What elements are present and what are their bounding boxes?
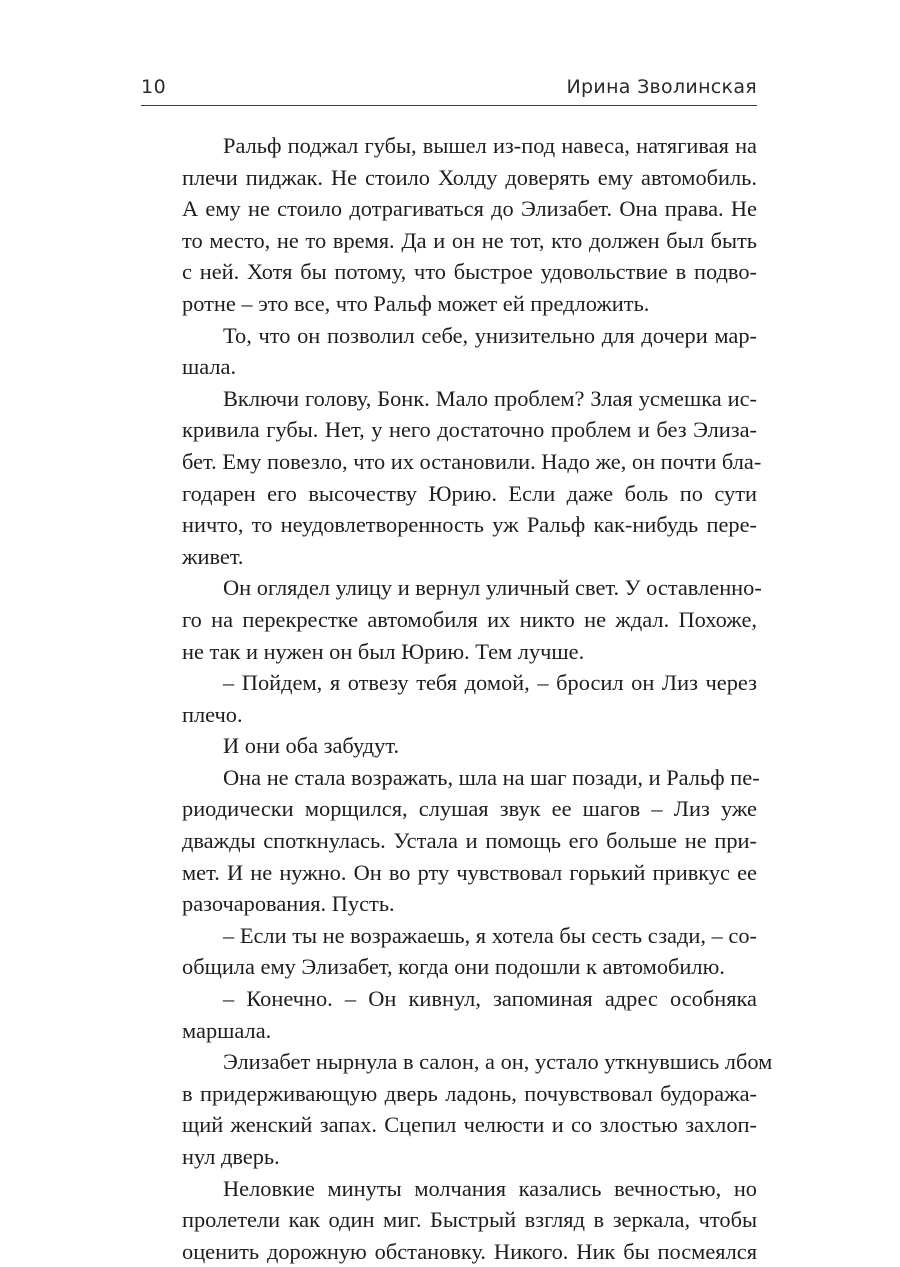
text-line: – Конечно. – Он кивнул, запоминая адрес особняка — [223, 986, 757, 1012]
body-text — [141, 130, 773, 1267]
text-line: плечи пиджак. Не стоило Холду доверять ему автомобиль. — [182, 164, 757, 190]
text-line: дважды споткнулась. Устала и помощь его больше не при- — [182, 828, 757, 854]
text-line: И они оба забудут. — [223, 733, 400, 759]
paragraph — [141, 762, 760, 920]
paragraph — [141, 983, 757, 1046]
paragraph — [141, 320, 757, 383]
text-line: Ральф поджал губы, вышел из-под навеса, натягивая на — [223, 133, 757, 158]
text-line: маршала. — [182, 1017, 272, 1043]
text-line: пролетели как один миг. Быстрый взгляд в зеркала, чтобы — [182, 1207, 757, 1233]
header-rule — [141, 105, 757, 106]
page-header — [141, 76, 757, 108]
text-line: Он оглядел улицу и вернул уличный свет. У оставленно- — [223, 575, 762, 601]
paragraph — [141, 730, 757, 762]
text-line: годарен его высочеству Юрию. Если даже боль по сути — [182, 480, 757, 506]
text-line: риодически морщился, слушая звук ее шагов – Лиз уже — [182, 796, 757, 822]
text-line: кривила губы. Нет, у него достаточно проблем и без Элиза- — [182, 417, 757, 443]
paragraph — [141, 383, 762, 573]
text-line: Неловкие минуты молчания казались вечностью, но — [223, 1175, 757, 1201]
text-line: Она не стала возражать, шла на шаг позади, и Ральф пе- — [223, 764, 760, 790]
text-line: мет. И не нужно. Он во рту чувствовал горький привкус ее — [182, 859, 757, 885]
text-line: – Если ты не возражаешь, я хотела бы сесть сзади, – со- — [223, 922, 757, 948]
text-line: шала. — [182, 354, 237, 380]
text-line: бет. Ему повезло, что их остановили. Надо же, он почти бла- — [182, 448, 762, 474]
text-line: го на перекрестке автомобиля их никто не ждал. Похоже, — [182, 606, 757, 632]
text-line: плечо. — [182, 701, 243, 727]
running-head-author: Ирина Зволинская — [566, 76, 757, 98]
page-number: 10 — [141, 76, 167, 98]
text-line: живет. — [182, 543, 244, 569]
text-line: разочарования. Пусть. — [182, 891, 395, 917]
text-line: Включи голову, Бонк. Мало проблем? Злая усмешка ис- — [223, 385, 757, 411]
text-line: нул дверь. — [182, 1144, 280, 1169]
text-line: ничто, то неудовлетворенность уж Ральф как-нибудь пере- — [182, 512, 757, 538]
text-line: с ней. Хотя бы потому, что быстрое удовольствие в подво- — [182, 259, 757, 285]
text-line: А ему не стоило дотрагиваться до Элизабет. Она права. Не — [182, 196, 757, 222]
paragraph — [141, 667, 757, 730]
text-line: то место, не то время. Да и он не тот, кто должен был быть — [182, 227, 757, 253]
text-line: в придерживающую дверь ладонь, почувствовал будоража- — [182, 1080, 757, 1106]
text-line: оценить дорожную обстановку. Никого. Ник бы посмеялся — [182, 1238, 757, 1264]
text-line: щий женский запах. Сцепил челюсти и со злостью захлоп- — [182, 1112, 757, 1138]
paragraph — [141, 1046, 773, 1172]
text-line: не так и нужен он был Юрию. Тем лучше. — [182, 638, 585, 664]
text-line: Элизабет нырнула в салон, а он, устало уткнувшись лбом — [223, 1049, 773, 1075]
text-line: ротне – это все, что Ральф может ей предложить. — [182, 290, 650, 316]
paragraph — [141, 572, 762, 667]
text-line: общила ему Элизабет, когда они подошли к автомобилю. — [182, 954, 725, 980]
text-line: То, что он позволил себе, унизительно для дочери мар- — [223, 322, 757, 348]
paragraph — [141, 920, 757, 983]
paragraph — [141, 1173, 757, 1267]
paragraph — [141, 130, 757, 320]
text-line: – Пойдем, я отвезу тебя домой, – бросил он Лиз через — [223, 670, 757, 696]
